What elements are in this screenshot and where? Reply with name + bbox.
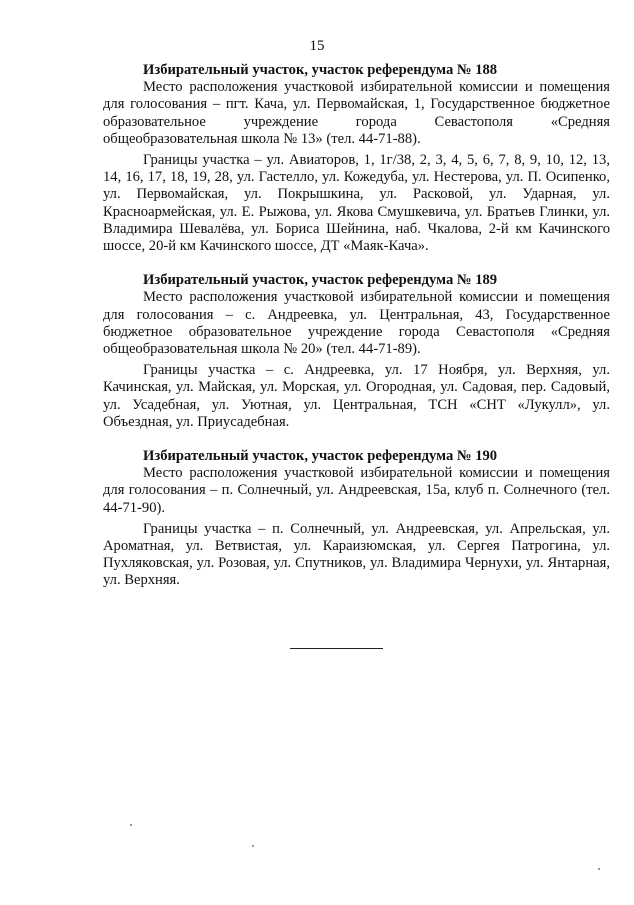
polling-station-188 [103, 62, 610, 255]
boundaries-paragraph: Границы участка – п. Солнечный, ул. Андреевская, ул. Апрельская, ул. Ароматная, ул. Ветвистая, ул. Караизюмская, ул. Сергея Патрогина, ул. Пухляковская, ул. Розовая, ул. Спутников, ул. Владимира Чернухи, ул. Янтарная, ул. Верхняя. [103, 520, 610, 589]
location-paragraph: Место расположения участковой избирательной комиссии и помещения для голосования – п. Солнечный, ул. Андреевская, 15а, клуб п. Солнечного (тел. 44-71-90). [103, 465, 610, 516]
section-heading: Избирательный участок, участок референдума № 189 [143, 272, 498, 289]
end-divider [290, 648, 383, 649]
location-paragraph: Место расположения участковой избирательной комиссии и помещения для голосования – пгт. Кача, ул. Первомайская, 1, Государственное бюджетное образовательное учреждение города Севастополя «Средняя общеобразовательная школа № 13» (тел. 44-71-88). [103, 79, 610, 147]
location-paragraph: Место расположения участковой избирательной комиссии и помещения для голосования – с. Андреевка, ул. Центральная, 43, Государственное бюджетное образовательное учреждение города Севастополя «Средняя общеобразовательная школа № 20» (тел. 44-71-89). [103, 289, 610, 358]
polling-station-190 [103, 448, 610, 590]
section-heading: Избирательный участок, участок референдума № 188 [143, 62, 498, 78]
scan-speck [252, 845, 254, 847]
polling-station-189 [103, 272, 610, 431]
boundaries-paragraph: Границы участка – ул. Авиаторов, 1, 1г/38, 2, 3, 4, 5, 6, 7, 8, 9, 10, 12, 13, 14, 16, 17, 18, 19, 28, ул. Гастелло, ул. Кожедуба, ул. Нестерова, ул. П. Осипенко, ул. Первомайская, ул. Покрышкина, ул. Расковой, ул. Ударная, ул. Красноармейская, ул. Е. Рыжова, ул. Якова Смушкевича, ул. Братьев Глинки, ул. Владимира Шевалёва, ул. Бориса Шейнина, наб. Чкалова, 2-й км Качинского шоссе, 20-й км Качинского шоссе, ДТ «Маяк-Кача». [103, 152, 610, 255]
page-number: 15 [309, 38, 325, 54]
scan-speck [598, 868, 600, 870]
document-body [103, 62, 610, 607]
boundaries-paragraph: Границы участка – с. Андреевка, ул. 17 Ноября, ул. Верхняя, ул. Качинская, ул. Майская, ул. Морская, ул. Огородная, ул. Садовая, пер. Садовый, ул. Усадебная, ул. Уютная, ул. Центральная, ТСН «СНТ «Лукулл», ул. Объездная, ул. Приусадебная. [103, 362, 610, 430]
section-heading: Избирательный участок, участок референдума № 190 [143, 448, 498, 465]
scan-speck [130, 824, 132, 826]
